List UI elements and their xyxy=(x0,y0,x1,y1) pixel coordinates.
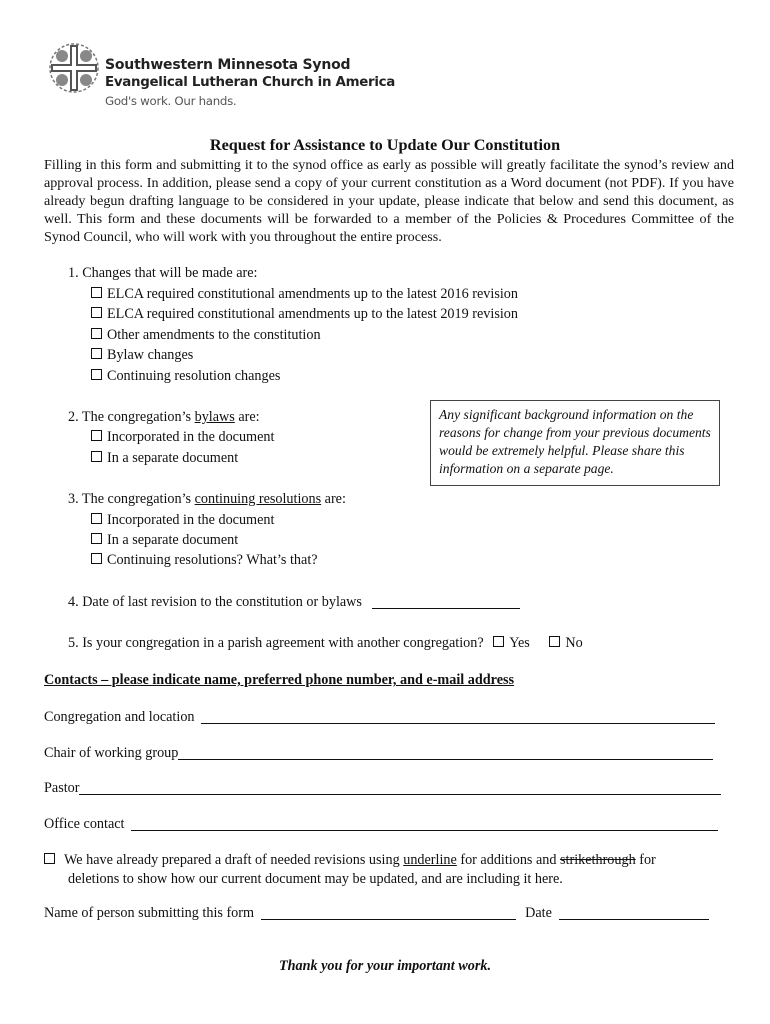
submitter-name-label: Name of person submitting this form xyxy=(44,905,255,921)
checkbox[interactable] xyxy=(91,553,102,564)
background-note-box: Any significant background information on the reasons for change from your previous documents would be extremely helpful. Please share this information on a separate page. xyxy=(430,400,720,486)
chair-row xyxy=(44,744,713,762)
synod-logo xyxy=(48,42,468,114)
q2-option-separate[interactable]: In a separate document xyxy=(91,449,238,467)
checkbox[interactable] xyxy=(91,513,102,524)
chair-label: Chair of working group xyxy=(44,745,179,761)
checkbox[interactable] xyxy=(549,636,560,647)
q3-label: 3. The congregation’s continuing resolutions are: xyxy=(68,491,346,507)
contacts-heading: Contacts – please indicate name, preferred phone number, and e-mail address xyxy=(44,672,515,688)
cross-globe-icon xyxy=(48,42,100,94)
page-title: Request for Assistance to Update Our Constitution xyxy=(209,136,561,154)
q4-row xyxy=(68,593,520,611)
checkbox[interactable] xyxy=(91,348,102,359)
congregation-row xyxy=(44,708,715,726)
org-name xyxy=(105,56,395,110)
congregation-label: Congregation and location xyxy=(44,709,195,725)
org-tagline: God's work. Our hands. xyxy=(105,94,237,108)
q5-row xyxy=(68,634,583,652)
intro-paragraph: Filling in this form and submitting it to the synod office as early as possible will greatly facilitate the synod’s review and approval process. In addition, please send a copy of your current constitution as a Word document (not PDF). If you have already begun drafting language to be considered in your update, please indicate that below and send this document, as well. This form and these documents will be forwarded to a member of the Policies & Procedures Committee of the Synod Council, who will work with you throughout the entire process. xyxy=(44,157,734,245)
checkbox[interactable] xyxy=(91,533,102,544)
checkbox[interactable] xyxy=(91,287,102,298)
office-label: Office contact xyxy=(44,816,125,832)
q5-no-option[interactable]: No xyxy=(549,635,582,651)
chair-field[interactable] xyxy=(178,745,713,760)
pastor-label: Pastor xyxy=(44,780,80,796)
thank-you-note: Thank you for your important work. xyxy=(278,958,492,974)
revision-date-field[interactable] xyxy=(372,594,520,609)
congregation-field[interactable] xyxy=(201,709,715,724)
checkbox[interactable] xyxy=(91,451,102,462)
q5-label: 5. Is your congregation in a parish agreement with another congregation? xyxy=(68,635,484,651)
office-row xyxy=(44,815,718,833)
q2-option-incorporated[interactable]: Incorporated in the document xyxy=(91,428,274,446)
date-field[interactable] xyxy=(559,905,709,920)
q1-option-2016[interactable]: ELCA required constitutional amendments up to the latest 2016 revision xyxy=(91,285,518,303)
org-name-line1: Southwestern Minnesota Synod xyxy=(105,57,351,73)
q3-option-separate[interactable]: In a separate document xyxy=(91,531,238,549)
checkbox[interactable] xyxy=(44,853,55,864)
q5-yes-option[interactable]: Yes xyxy=(493,635,530,651)
checkbox[interactable] xyxy=(91,328,102,339)
checkbox[interactable] xyxy=(493,636,504,647)
q1-option-2019[interactable]: ELCA required constitutional amendments up to the latest 2019 revision xyxy=(91,305,518,323)
checkbox[interactable] xyxy=(91,307,102,318)
submitter-name-field[interactable] xyxy=(261,905,516,920)
q1-label: 1. Changes that will be made are: xyxy=(68,265,258,281)
draft-statement[interactable]: We have already prepared a draft of needed revisions using underline for additions and strikethrough for xyxy=(44,851,656,869)
q1-option-other[interactable]: Other amendments to the constitution xyxy=(91,326,321,344)
q1-option-resolution[interactable]: Continuing resolution changes xyxy=(91,367,280,385)
org-name-line2: Evangelical Lutheran Church in America xyxy=(105,75,396,90)
q3-option-incorporated[interactable]: Incorporated in the document xyxy=(91,511,274,529)
q1-option-bylaw[interactable]: Bylaw changes xyxy=(91,346,193,364)
q2-label: 2. The congregation’s bylaws are: xyxy=(68,409,260,425)
pastor-row xyxy=(44,779,721,797)
checkbox[interactable] xyxy=(91,369,102,380)
pastor-field[interactable] xyxy=(79,780,721,795)
office-field[interactable] xyxy=(131,816,718,831)
draft-statement-line2: deletions to show how our current document may be updated, and are including it here. xyxy=(68,871,563,887)
date-label: Date xyxy=(525,905,552,921)
q3-option-whats-that[interactable]: Continuing resolutions? What’s that? xyxy=(91,551,318,569)
submitter-row xyxy=(44,904,709,922)
checkbox[interactable] xyxy=(91,430,102,441)
q4-label: 4. Date of last revision to the constitution or bylaws xyxy=(68,594,362,610)
